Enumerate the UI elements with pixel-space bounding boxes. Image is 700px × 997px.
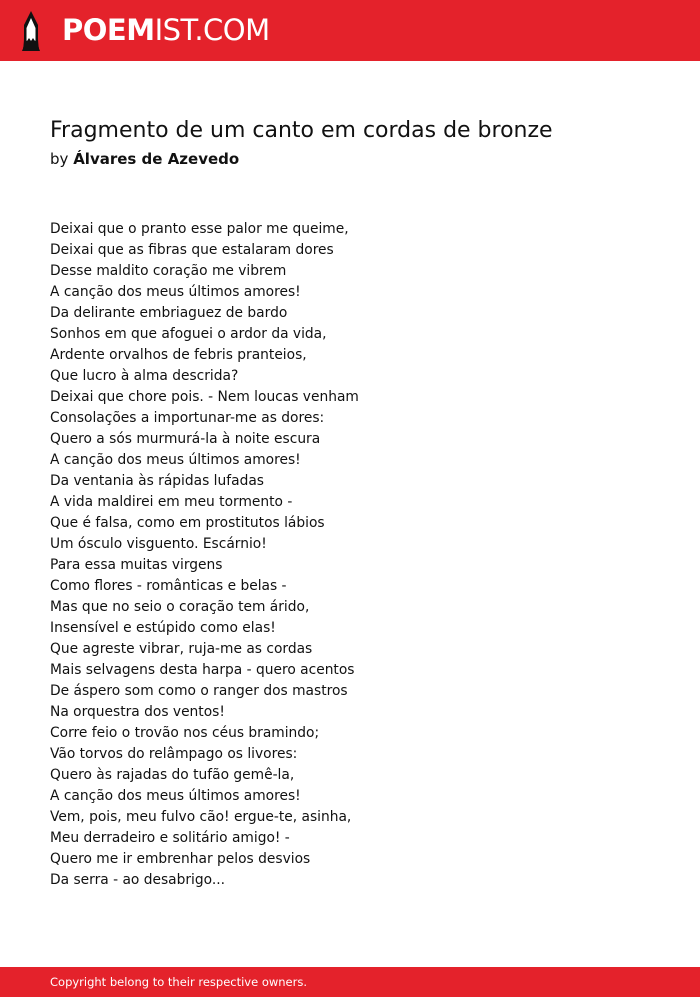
poem-line: Desse maldito coração me vibrem xyxy=(50,263,287,279)
by-label: by xyxy=(50,150,69,168)
site-logo[interactable] xyxy=(62,12,270,48)
poem-line: A canção dos meus últimos amores! xyxy=(50,452,301,468)
poem-body xyxy=(50,219,650,891)
poem-line: A canção dos meus últimos amores! xyxy=(50,284,301,300)
poem-line: Que lucro à alma descrida? xyxy=(50,368,239,384)
poem-line: Mais selvagens desta harpa - quero acentos xyxy=(50,662,355,678)
poem-line: De áspero som como o ranger dos mastros xyxy=(50,683,348,699)
poem-line: Quero me ir embrenhar pelos desvios xyxy=(50,851,311,867)
poem-line: Quero a sós murmurá-la à noite escura xyxy=(50,431,321,447)
brand-light-text: IST.COM xyxy=(154,13,270,47)
poem-line: Que agreste vibrar, ruja-me as cordas xyxy=(50,641,313,657)
poem-line: Quero às rajadas do tufão gemê-la, xyxy=(50,767,295,783)
poem-line: Deixai que as fibras que estalaram dores xyxy=(50,242,334,258)
poem-line: Vem, pois, meu fulvo cão! ergue-te, asinha, xyxy=(50,809,352,825)
poem-line: Vão torvos do relâmpago os livores: xyxy=(50,746,298,762)
poem-line: Na orquestra dos ventos! xyxy=(50,704,225,720)
poem-line: Deixai que chore pois. - Nem loucas venham xyxy=(50,389,359,405)
poem-line: Que é falsa, como em prostitutos lábios xyxy=(50,515,325,531)
poem-line: Insensível e estúpido como elas! xyxy=(50,620,276,636)
poem-line: Meu derradeiro e solitário amigo! - xyxy=(50,830,290,846)
poem-title: Fragmento de um canto em cordas de bronze xyxy=(50,118,553,143)
copyright-text: Copyright belong to their respective owners. xyxy=(50,975,308,989)
brand-bold-text: POEM xyxy=(62,13,155,47)
poem-line: Da ventania às rápidas lufadas xyxy=(50,473,264,489)
author-name: Álvares de Azevedo xyxy=(73,150,240,168)
poem-line: Da delirante embriaguez de bardo xyxy=(50,305,288,321)
poem-line: Para essa muitas virgens xyxy=(50,557,223,573)
site-header xyxy=(0,0,700,61)
pen-nib-icon xyxy=(18,10,44,52)
poem-line: Da serra - ao desabrigo... xyxy=(50,872,225,888)
poem-line: Mas que no seio o coração tem árido, xyxy=(50,599,310,615)
poem-line: A canção dos meus últimos amores! xyxy=(50,788,301,804)
poem-line: Ardente orvalhos de febris pranteios, xyxy=(50,347,307,363)
site-footer xyxy=(0,967,700,997)
poem-line: Sonhos em que afoguei o ardor da vida, xyxy=(50,326,327,342)
poem-line: Como flores - românticas e belas - xyxy=(50,578,287,594)
poem-line: Um ósculo visguento. Escárnio! xyxy=(50,536,267,552)
poem-line: A vida maldirei em meu tormento - xyxy=(50,494,293,510)
poem-line: Deixai que o pranto esse palor me queime, xyxy=(50,221,349,237)
poem-line: Consolações a importunar-me as dores: xyxy=(50,410,325,426)
poem-line: Corre feio o trovão nos céus bramindo; xyxy=(50,725,320,741)
byline xyxy=(50,149,239,169)
